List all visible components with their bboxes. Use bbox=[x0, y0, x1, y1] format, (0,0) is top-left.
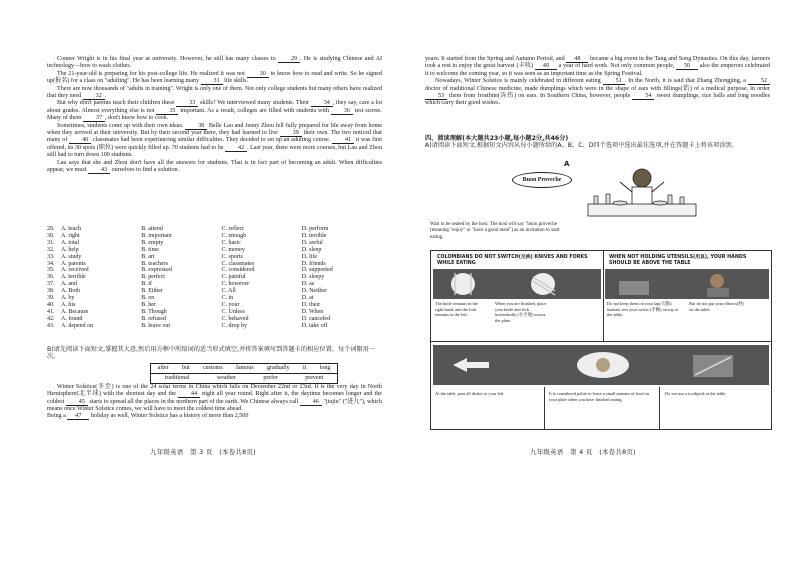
option-c: C. basic bbox=[221, 239, 241, 246]
label-a: A bbox=[564, 160, 570, 168]
photo-knife-fork bbox=[433, 269, 601, 299]
option-b: B. attend bbox=[141, 226, 163, 232]
question-number: 38. bbox=[47, 288, 55, 295]
option-row bbox=[47, 240, 382, 247]
option-b: B. refused bbox=[141, 315, 166, 322]
option-d: D. perform bbox=[301, 226, 329, 232]
blank-50: 50 bbox=[676, 63, 698, 70]
option-a: A. Both bbox=[61, 288, 81, 295]
blank-32: 32 bbox=[83, 93, 105, 100]
dishes-icon bbox=[433, 345, 769, 385]
option-a: A. teach bbox=[61, 226, 81, 232]
option-row bbox=[47, 254, 382, 261]
question-number: 33. bbox=[47, 253, 55, 260]
winter-solstice-passage: Winter Solstice(冬至) is one of the 24 solar terms in China which falls on December 22nd or 23rd. It is the very day in North Hemisphere(北半球) with the shortest day and the 44 night all year round. Right after it, the daytime becomes longer and the coldest 45 starts to spread all the places in the northern part of the earth. We Chinese always call 46 "jiujiu" ("进九"), which means once Winter Solstice comes, we will have to meet the coldest time ahead. Being a 47 holiday as well, Winter Solstice has a history of more than 2,500 bbox=[47, 384, 383, 420]
etiquette-table bbox=[430, 250, 772, 430]
option-row bbox=[47, 323, 382, 330]
option-b: B. time bbox=[141, 246, 159, 253]
word-box-item: traditional bbox=[164, 375, 190, 381]
option-c: C. sports bbox=[221, 253, 243, 260]
option-a: A. parents bbox=[61, 260, 86, 267]
word-box-item: but bbox=[181, 365, 190, 371]
option-row bbox=[47, 288, 382, 295]
word-box-item: prefer bbox=[263, 375, 278, 381]
option-row bbox=[47, 233, 382, 240]
option-row bbox=[47, 295, 382, 302]
option-row bbox=[47, 309, 382, 316]
option-c: C. painful bbox=[221, 274, 246, 281]
waiter-drawing bbox=[580, 164, 700, 220]
option-c: C. drop by bbox=[221, 322, 247, 329]
passage-a: Conner Wright is in his final year at university. However, he still has many classes to 29 . He is studying Chinese and AI technology—how to wash clothes. The 21-year-old is preparing for his post-college life. He realized it was not 30 to know how to read and write. So he signed up(报名) for a class on "adulting". He has been learning many 31 life skills. There are now thousands of "adults in training". Wright is only one of them. Not only college students but many others have realized that they need 32 . But why don't parents teach their children these 33 skills? We interviewed many students. Their 34 , they say, care a lot about grades. Almost everything else is not 35 important. As a result, colleges are filled with students with 36 test scores. Many of them 37 , don't know how to cook. Sometimes, students come up with their own ideas. 38 Belle Lau and Jenny Zhou fell fully prepared for life away from home when they arrived at their university. But by their second year there, they had learned to live 39 their own. The two noticed that many of 40 classmates had been experiencing similar difficulties. They decided to set up an adulting course. 41 it was first offered, its 30 spots (职位) were quickly filled up. 70 students had to be 42 . Last year, there were more courses, but Lau and Zhou still had to turn down 100 students. Lau says that she and Zhou don't have all the answers for students. That is in fact part of becoming an adult. When difficulties appear, we must 43 ourselves to find a solution. bbox=[47, 56, 383, 174]
blank-37: 37 bbox=[83, 115, 105, 122]
option-b: B. Either bbox=[141, 288, 163, 295]
option-a: A. Because bbox=[61, 308, 89, 315]
question-number: 30. bbox=[47, 232, 55, 239]
option-b: B. perfect bbox=[141, 274, 165, 281]
blank-42: 42 bbox=[225, 145, 247, 152]
winter-solstice-continued: years. It started from the Spring and Autumn Period, and 48 became a big event in the Tang and Song Dynasties. On this day, farmers took a rest to enjoy the great harvest (丰收) 49 a year of hard work. Not only common people, 50 also the emperors celebrated it to welcome the coming year, so it was seen as an important time as the Spring Festival. Nowadays, Winter Solstice is mainly celebrated in different eating 51 . In the North, it is said that Zhang Zhongjing, a 52 doctor of traditional Chinese medicine, made dumplings which were in the shape of ears with fillings(馅) of a medical purpose, in order 53 them from frostbite(冻伤) on ears. In Southern China, however, people 54 sweet dumplings, rice balls and long noodles which carry their good wishes. bbox=[425, 56, 770, 107]
desc-finished: When you are finished, place your knife and fork horizontally (水平地) across the plate. bbox=[495, 301, 547, 323]
option-row bbox=[47, 281, 382, 288]
option-c: C. however bbox=[221, 281, 250, 288]
blank-43: 43 bbox=[88, 167, 110, 174]
option-b: B. teachers bbox=[141, 260, 168, 267]
option-c: C. money bbox=[221, 246, 245, 253]
word-box-item: customs bbox=[202, 365, 223, 371]
desc-lap: Do not keep them on your lap(大腿); instead, rest your wrists (手腕) on top of the table. bbox=[607, 301, 679, 318]
option-d: D. awful bbox=[301, 239, 323, 246]
option-b: B. if bbox=[141, 281, 152, 288]
blank-33: 33 bbox=[176, 100, 198, 107]
word-box-item: it bbox=[302, 365, 307, 371]
blank-30: 30 bbox=[247, 71, 269, 78]
option-d: D. as bbox=[301, 281, 315, 288]
option-row bbox=[47, 274, 382, 281]
blank-36: 36 bbox=[331, 108, 353, 115]
option-c: C. enough bbox=[221, 232, 247, 239]
desc-elbows: But do not put your elbows(肘) on the table. bbox=[689, 301, 745, 312]
option-c: C. Unless bbox=[221, 308, 245, 315]
page-footer-left: 九年级英语 第 3 页 (本卷共8页) bbox=[150, 448, 256, 456]
blank-45: 45 bbox=[66, 399, 88, 406]
fork-knife-icon bbox=[433, 269, 601, 299]
blank-29: 29 bbox=[278, 56, 300, 63]
option-a: A. found bbox=[61, 315, 83, 322]
word-box-item: famous bbox=[235, 365, 254, 371]
hands-icon bbox=[605, 269, 769, 299]
option-d: D. take off bbox=[301, 322, 328, 329]
blank-44: 44 bbox=[178, 391, 200, 398]
blank-53: 53 bbox=[425, 93, 447, 100]
speech-bubble: Buon Proveche bbox=[512, 172, 572, 188]
option-b: B. Though bbox=[141, 308, 167, 315]
option-c: C. considered bbox=[221, 267, 255, 274]
option-b: B. on bbox=[141, 295, 155, 302]
question-number: 41. bbox=[47, 308, 55, 315]
blank-51: 51 bbox=[603, 78, 625, 85]
blank-46: 46 bbox=[300, 399, 322, 406]
option-a: A. terrible bbox=[61, 274, 86, 281]
photo-table-dishes bbox=[433, 345, 769, 385]
section-c bbox=[425, 135, 770, 150]
desc-leave-food: It is considered polite to leave a small amount of food on your plate when you have finished eating. bbox=[549, 391, 650, 402]
option-d: D. When bbox=[301, 308, 324, 315]
photo-hands bbox=[605, 269, 769, 299]
option-row bbox=[47, 302, 382, 309]
option-b: B. leave out bbox=[141, 322, 171, 329]
option-a: A. depend on bbox=[61, 322, 94, 329]
option-a: A. study bbox=[61, 253, 82, 260]
blank-31: 31 bbox=[201, 78, 223, 85]
option-b: B. empty bbox=[141, 239, 164, 246]
option-c: C. behaved bbox=[221, 315, 249, 322]
blank-39: 39 bbox=[280, 130, 302, 137]
blank-48: 48 bbox=[566, 56, 588, 63]
blank-41: 41 bbox=[332, 137, 354, 144]
word-box-item: long bbox=[319, 365, 331, 371]
option-b: B. important bbox=[141, 232, 172, 239]
option-a: A. his bbox=[61, 301, 76, 308]
option-c: C. in bbox=[221, 295, 234, 302]
desc-pass-dishes: At the table, pass all dishes to your left. bbox=[435, 391, 505, 396]
option-row bbox=[47, 261, 382, 268]
blank-38: 38 bbox=[185, 123, 207, 130]
option-d: D. at bbox=[301, 295, 314, 302]
question-number: 29. bbox=[47, 226, 55, 232]
option-d: D. sleep bbox=[301, 246, 322, 253]
desc-toothpick: Do not use a toothpick at the table. bbox=[665, 391, 727, 396]
section-b-instructions: B)请先阅读下面短文,掌握其大意,然后用方框中所给词的适当形式填空,并将答案填写到答题卡的相应位置。每个词限用一次。 bbox=[47, 346, 376, 361]
word-box-item: gradually bbox=[266, 365, 290, 371]
blank-54: 54 bbox=[632, 93, 654, 100]
option-c: C. All bbox=[221, 288, 236, 295]
question-number: 34. bbox=[47, 260, 55, 267]
option-d: D. life bbox=[301, 253, 318, 260]
option-a: A. right bbox=[61, 232, 80, 239]
blank-35: 35 bbox=[156, 108, 178, 115]
heading-hands: WHEN NOT HOLDING UTENSILS(用具), YOUR HANDS SHOULD BE ABOVE THE TABLE bbox=[609, 255, 747, 266]
option-d: D. canceled bbox=[301, 315, 331, 322]
option-row bbox=[47, 226, 382, 233]
option-row bbox=[47, 247, 382, 254]
option-b: B. her bbox=[141, 301, 156, 308]
question-number: 31. bbox=[47, 239, 55, 246]
word-box bbox=[150, 363, 338, 384]
word-box-item: after bbox=[157, 365, 169, 371]
option-b: B. expressed bbox=[141, 267, 172, 274]
question-number: 35. bbox=[47, 267, 55, 274]
question-number: 43. bbox=[47, 322, 55, 329]
blank-34: 34 bbox=[311, 100, 333, 107]
option-row bbox=[47, 267, 382, 274]
word-box-item: prevent bbox=[305, 375, 324, 381]
option-d: D. terrible bbox=[301, 232, 327, 239]
desc-knife-right-hand: The knife remains in the right hand, and the fork remains in the left. bbox=[435, 301, 478, 318]
section-c-title: 四、阅读理解(本大题共23小题,每小题2分,共46分) bbox=[425, 135, 569, 142]
option-a: A. help bbox=[61, 246, 79, 253]
option-d: D. supported bbox=[301, 267, 333, 274]
question-number: 42. bbox=[47, 315, 55, 322]
question-number: 32. bbox=[47, 246, 55, 253]
blank-52: 52 bbox=[748, 78, 770, 85]
option-b: B. art bbox=[141, 253, 155, 260]
question-number: 37. bbox=[47, 281, 55, 288]
word-box-item: weather bbox=[216, 375, 236, 381]
cartoon-caption: Wait to be seated by the host. The host will say "buon proveche (meaning "enjoy" or "have a good meal") as an invitation to start eating. bbox=[430, 222, 560, 240]
option-d: D. Neither bbox=[301, 288, 328, 295]
option-d: D. their bbox=[301, 301, 321, 308]
option-row bbox=[47, 316, 382, 323]
cartoon-illustration bbox=[430, 160, 775, 240]
section-c-instructions: A)请阅读下面短文,根据短文内容从每小题所给的A、B、C、D四个选项中选出最佳选项,并在答题卡上将该项涂黑。 bbox=[425, 142, 738, 150]
option-a: A. total bbox=[61, 239, 79, 246]
option-a: A. received bbox=[61, 267, 89, 274]
question-number: 40. bbox=[47, 301, 55, 308]
blank-49: 49 bbox=[535, 63, 557, 70]
question-number: 39. bbox=[47, 295, 55, 302]
blank-47: 47 bbox=[67, 413, 89, 420]
options-list bbox=[47, 226, 382, 330]
blank-40: 40 bbox=[69, 137, 91, 144]
option-c: C. reflect bbox=[221, 226, 244, 232]
option-a: A. and bbox=[61, 281, 77, 288]
option-c: C. your bbox=[221, 301, 240, 308]
page-footer-right: 九年级英语 第 4 页 (本卷共8页) bbox=[530, 448, 636, 456]
option-a: A. by bbox=[61, 295, 75, 302]
option-c: C. classmates bbox=[221, 260, 255, 267]
option-d: D. friends bbox=[301, 260, 326, 267]
heading-colombians: COLOMBIANS DO NOT SWITCH(交换) KNIVES AND FORKS WHILE EATING bbox=[437, 255, 588, 266]
option-d: D. sleepy bbox=[301, 274, 325, 281]
question-number: 36. bbox=[47, 274, 55, 281]
